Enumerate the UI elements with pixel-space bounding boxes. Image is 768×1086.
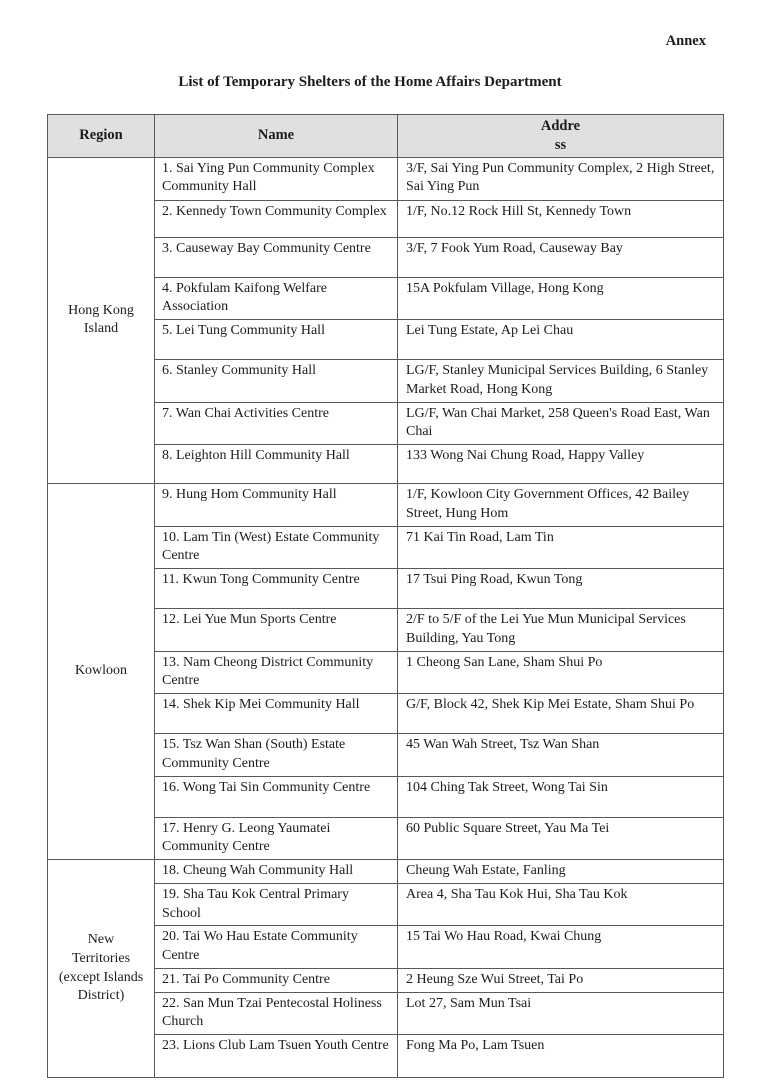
shelter-address-cell: 71 Kai Tin Road, Lam Tin bbox=[398, 526, 724, 569]
shelter-address-cell: Area 4, Sha Tau Kok Hui, Sha Tau Kok bbox=[398, 883, 724, 926]
address-header-line1: Addre bbox=[540, 118, 581, 134]
shelter-name-cell: 11. Kwun Tong Community Centre bbox=[155, 569, 398, 609]
shelter-name-cell: 1. Sai Ying Pun Community Complex Community Hall bbox=[155, 157, 398, 200]
shelter-address-cell: 3/F, 7 Fook Yum Road, Causeway Bay bbox=[398, 237, 724, 277]
shelter-name-cell: 4. Pokfulam Kaifong Welfare Association bbox=[155, 277, 398, 320]
column-header-region: Region bbox=[48, 115, 155, 158]
shelter-name-cell: 19. Sha Tau Kok Central Primary School bbox=[155, 883, 398, 926]
page-title: List of Temporary Shelters of the Home Affairs Department bbox=[178, 74, 562, 90]
shelter-address-cell: Lei Tung Estate, Ap Lei Chau bbox=[398, 320, 724, 360]
region-cell: New Territories (except Islands District) bbox=[48, 860, 155, 1078]
shelter-name-cell: 17. Henry G. Leong Yaumatei Community Centre bbox=[155, 817, 398, 860]
shelter-address-cell: Cheung Wah Estate, Fanling bbox=[398, 860, 724, 884]
shelter-name-cell: 14. Shek Kip Mei Community Hall bbox=[155, 694, 398, 734]
shelter-name-cell: 12. Lei Yue Mun Sports Centre bbox=[155, 609, 398, 652]
shelter-address-cell: 2 Heung Sze Wui Street, Tai Po bbox=[398, 968, 724, 992]
shelter-name-cell: 13. Nam Cheong District Community Centre bbox=[155, 651, 398, 694]
shelter-address-cell: 15A Pokfulam Village, Hong Kong bbox=[398, 277, 724, 320]
shelter-address-cell: LG/F, Wan Chai Market, 258 Queen's Road East, Wan Chai bbox=[398, 402, 724, 445]
region-cell: Hong Kong Island bbox=[48, 157, 155, 484]
shelter-address-cell: 45 Wan Wah Street, Tsz Wan Shan bbox=[398, 734, 724, 777]
shelter-name-cell: 10. Lam Tin (West) Estate Community Centre bbox=[155, 526, 398, 569]
shelter-name-cell: 23. Lions Club Lam Tsuen Youth Centre bbox=[155, 1035, 398, 1078]
shelter-address-cell: 15 Tai Wo Hau Road, Kwai Chung bbox=[398, 926, 724, 969]
shelter-address-cell: 3/F, Sai Ying Pun Community Complex, 2 High Street, Sai Ying Pun bbox=[398, 157, 724, 200]
region-cell: Kowloon bbox=[48, 484, 155, 860]
shelter-address-cell: LG/F, Stanley Municipal Services Building, 6 Stanley Market Road, Hong Kong bbox=[398, 360, 724, 403]
shelter-name-cell: 5. Lei Tung Community Hall bbox=[155, 320, 398, 360]
shelter-name-cell: 22. San Mun Tzai Pentecostal Holiness Church bbox=[155, 992, 398, 1035]
shelter-name-cell: 20. Tai Wo Hau Estate Community Centre bbox=[155, 926, 398, 969]
shelter-address-cell: 1 Cheong San Lane, Sham Shui Po bbox=[398, 651, 724, 694]
shelter-address-cell: G/F, Block 42, Shek Kip Mei Estate, Sham Shui Po bbox=[398, 694, 724, 734]
shelter-address-cell: 60 Public Square Street, Yau Ma Tei bbox=[398, 817, 724, 860]
shelter-name-cell: 21. Tai Po Community Centre bbox=[155, 968, 398, 992]
table-header bbox=[48, 115, 724, 158]
shelter-name-cell: 9. Hung Hom Community Hall bbox=[155, 484, 398, 527]
shelters-table bbox=[47, 114, 724, 1078]
shelter-name-cell: 7. Wan Chai Activities Centre bbox=[155, 402, 398, 445]
shelter-address-cell: 17 Tsui Ping Road, Kwun Tong bbox=[398, 569, 724, 609]
column-header-address bbox=[398, 115, 724, 158]
shelter-name-cell: 18. Cheung Wah Community Hall bbox=[155, 860, 398, 884]
shelter-address-cell: 133 Wong Nai Chung Road, Happy Valley bbox=[398, 445, 724, 484]
table-row bbox=[48, 484, 724, 527]
shelter-name-cell: 2. Kennedy Town Community Complex bbox=[155, 200, 398, 237]
shelter-address-cell: 1/F, No.12 Rock Hill St, Kennedy Town bbox=[398, 200, 724, 237]
shelter-name-cell: 8. Leighton Hill Community Hall bbox=[155, 445, 398, 484]
shelter-name-cell: 15. Tsz Wan Shan (South) Estate Community Centre bbox=[155, 734, 398, 777]
address-header-line2: ss bbox=[554, 136, 567, 153]
table-row bbox=[48, 860, 724, 884]
shelter-address-cell: Lot 27, Sam Mun Tsai bbox=[398, 992, 724, 1035]
shelter-name-cell: 6. Stanley Community Hall bbox=[155, 360, 398, 403]
shelter-name-cell: 3. Causeway Bay Community Centre bbox=[155, 237, 398, 277]
annex-label: Annex bbox=[665, 33, 706, 49]
shelter-address-cell: 1/F, Kowloon City Government Offices, 42 Bailey Street, Hung Hom bbox=[398, 484, 724, 527]
shelter-name-cell: 16. Wong Tai Sin Community Centre bbox=[155, 776, 398, 817]
table-row bbox=[48, 157, 724, 200]
header-row bbox=[48, 115, 724, 158]
shelter-address-cell: 104 Ching Tak Street, Wong Tai Sin bbox=[398, 776, 724, 817]
shelter-address-cell: Fong Ma Po, Lam Tsuen bbox=[398, 1035, 724, 1078]
shelter-address-cell: 2/F to 5/F of the Lei Yue Mun Municipal Services Building, Yau Tong bbox=[398, 609, 724, 652]
column-header-name: Name bbox=[155, 115, 398, 158]
table-body bbox=[48, 157, 724, 1078]
